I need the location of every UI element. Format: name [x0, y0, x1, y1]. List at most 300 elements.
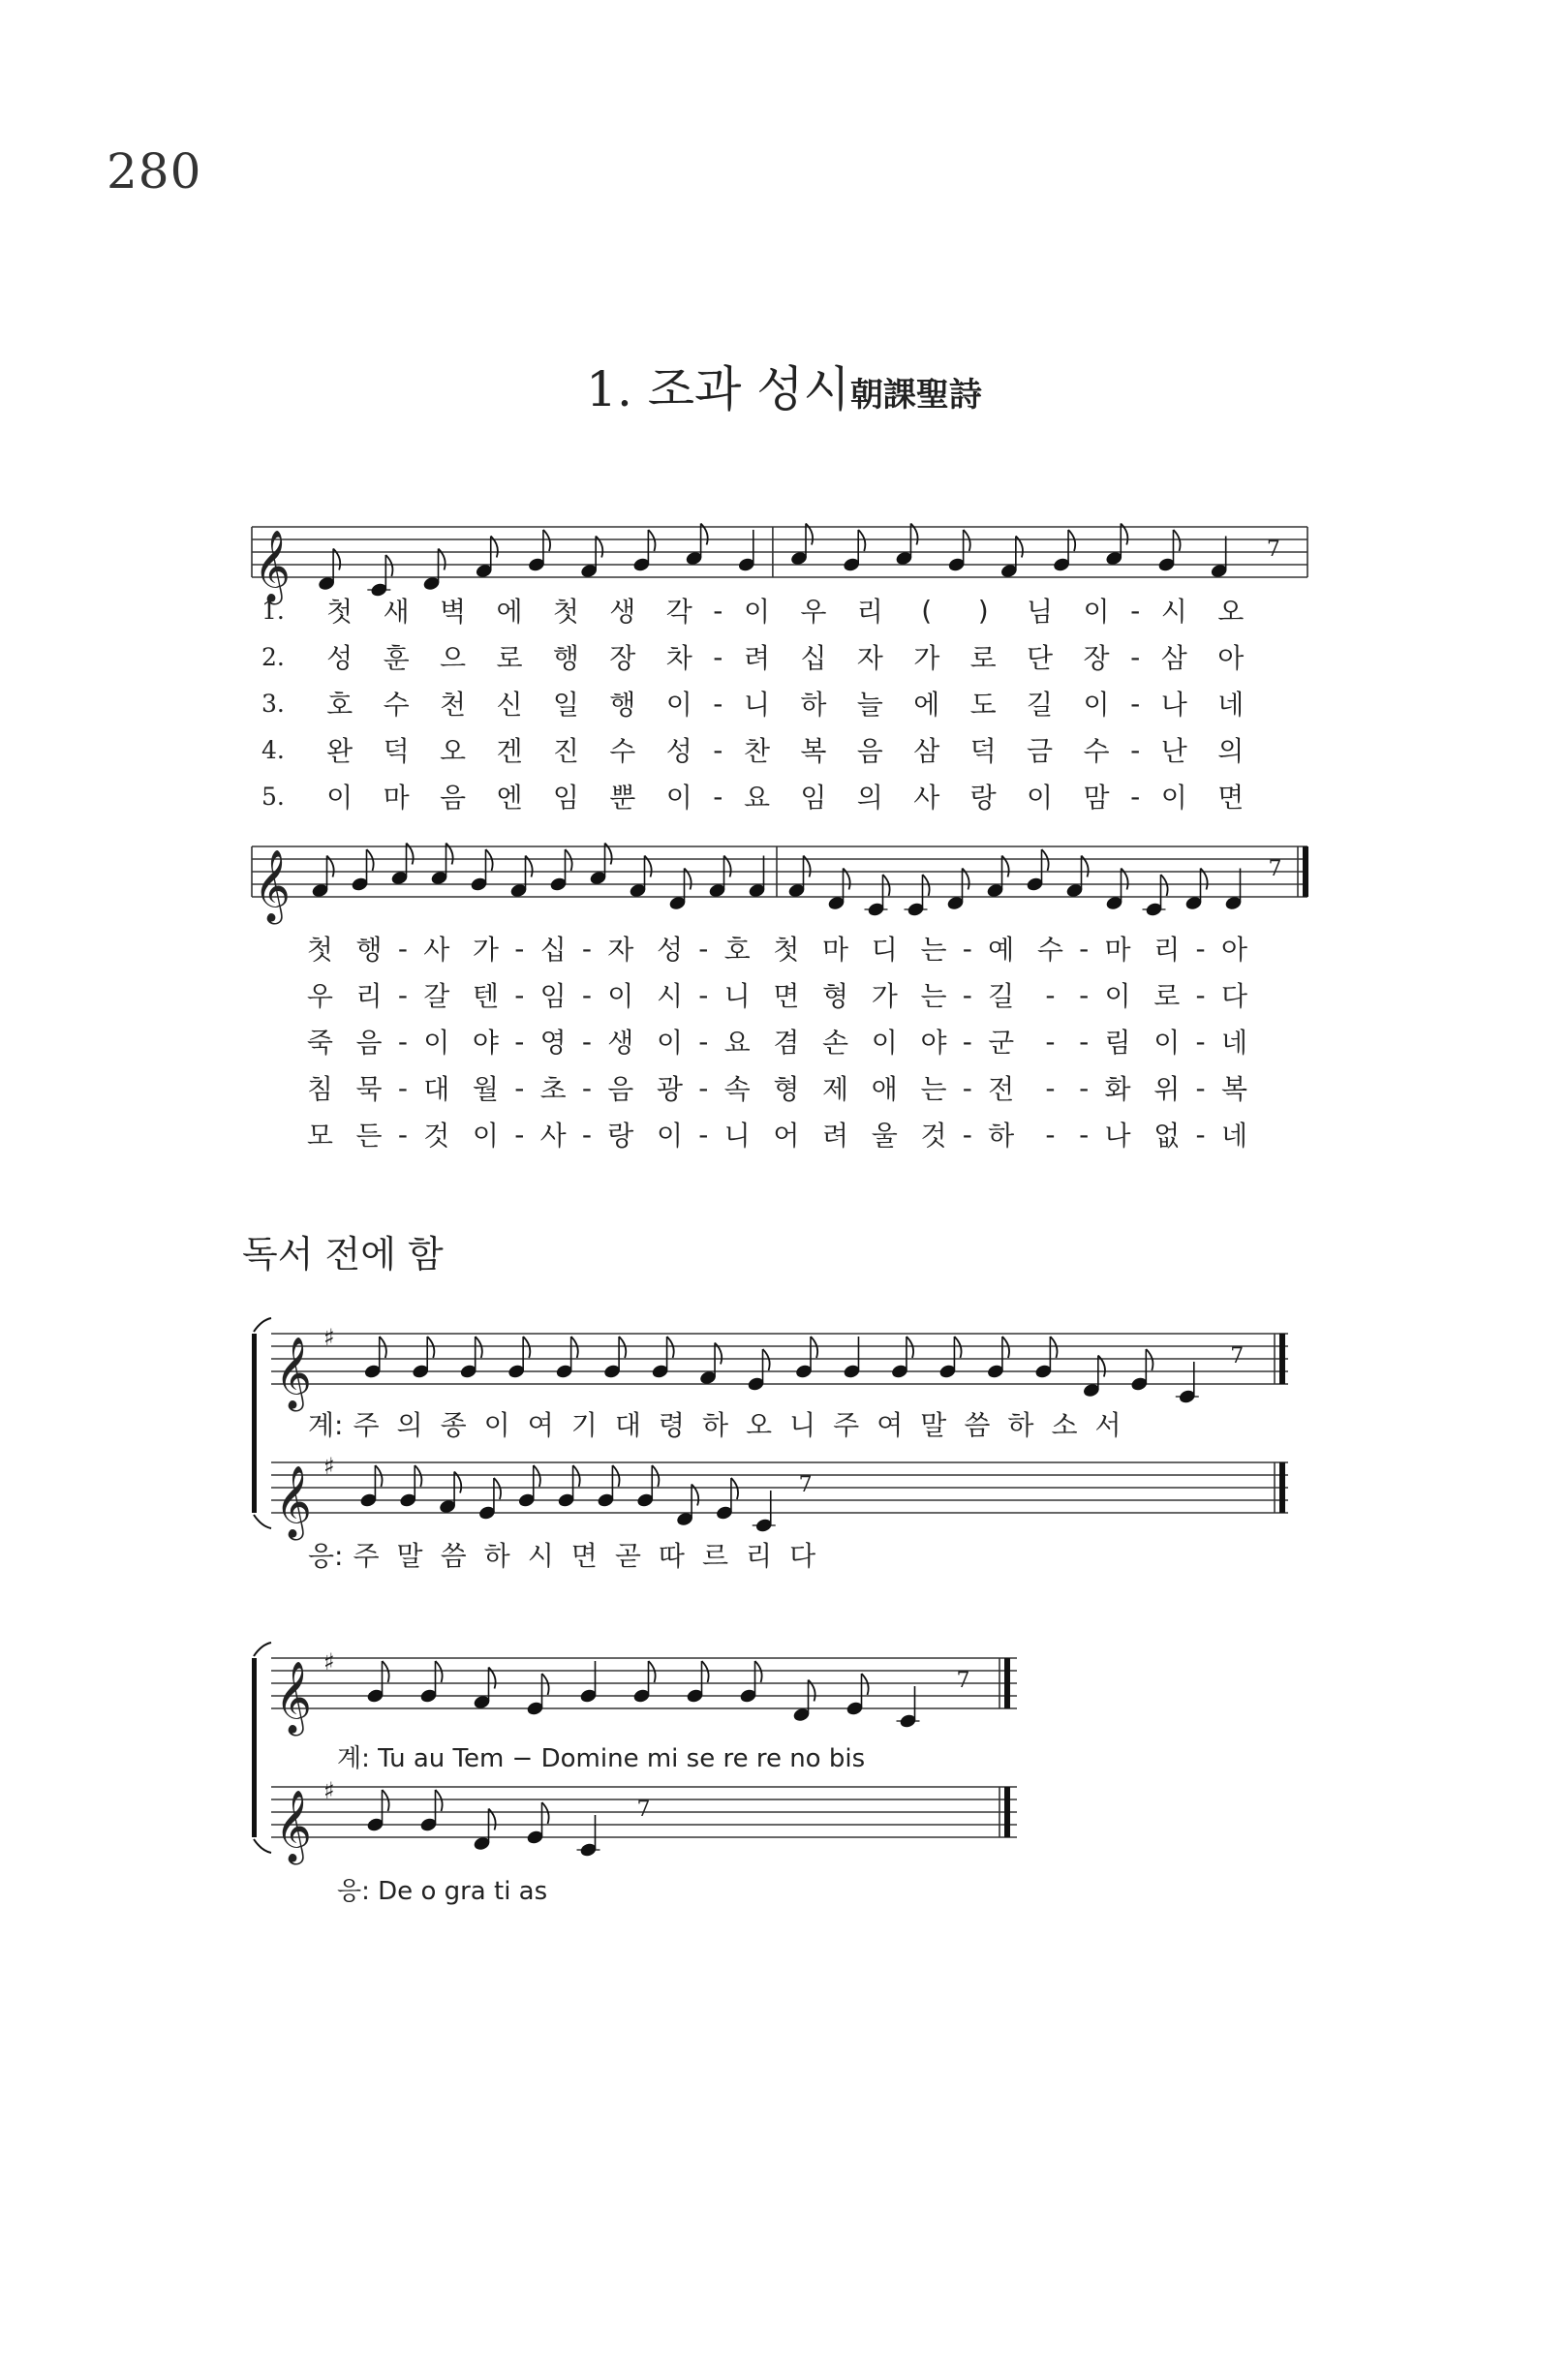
lyric-syllable: 디 [871, 934, 898, 966]
hymn-title-hanja: 朝課聖詩 [849, 376, 982, 415]
eighth-rest: 7 [956, 1668, 970, 1693]
note-flag [1050, 1337, 1057, 1358]
note-flag [385, 555, 392, 576]
lyric-syllable: 길 [988, 980, 1015, 1012]
lyric-syllable: 나 [1104, 1120, 1131, 1152]
lyric-syllable: 시 [1160, 596, 1187, 628]
lyric-syllable: 네 [1217, 689, 1245, 721]
lyric-syllable: 이 [656, 1027, 684, 1059]
lyric-syllable: 이 [423, 1027, 450, 1059]
eighth-rest: 7 [1268, 856, 1282, 881]
lyric-syllable: 의 [1217, 735, 1245, 767]
lyric-syllable: - [1079, 1071, 1090, 1104]
lyric-syllable: 음 [607, 1073, 634, 1105]
lyric-syllable: 마 [383, 782, 410, 814]
lyric-syllable: 뿐 [609, 782, 636, 814]
lyric-syllable: 로 [969, 642, 997, 674]
lyric-syllable: 의 [396, 1409, 423, 1441]
lyric-syllable: 성 [665, 735, 692, 767]
note-flag [1146, 1349, 1153, 1370]
lyric-syllable: 엔 [496, 782, 523, 814]
lyric-syllable: 면 [1217, 782, 1245, 814]
lyric-syllable: 시 [527, 1540, 554, 1572]
lyric-syllable: 형 [773, 1073, 800, 1105]
lyric-syllable: 사 [539, 1120, 567, 1152]
note-flag [667, 1337, 674, 1358]
lyric-syllable: 벽 [440, 596, 467, 628]
lyric-syllable: 이 [607, 980, 634, 1012]
lyric-syllable: - [397, 1118, 408, 1151]
lyric-syllable: 첫 [306, 934, 333, 966]
response1-versicle [308, 1404, 1139, 1443]
lyric-syllable: 수 [1036, 934, 1063, 966]
lyric-line [261, 773, 1259, 819]
lyric-syllable: 말 [920, 1409, 947, 1441]
lyric-line [295, 971, 1259, 1018]
response-latin-text: De o gra ti as [378, 1877, 548, 1906]
lyric-syllable: 하 [988, 1120, 1015, 1152]
lyric-syllable: 려 [822, 1120, 849, 1152]
lyric-syllable: 모 [306, 1120, 333, 1152]
lyric-syllable: - [581, 1071, 592, 1104]
bracket-hook [254, 1839, 271, 1853]
lyric-syllable: 차 [665, 642, 692, 674]
lyric-syllable: 호 [326, 689, 354, 721]
lyric-syllable: 주 [833, 1409, 860, 1441]
lyric-syllable: 이 [1153, 1027, 1181, 1059]
lyric-line [295, 1018, 1259, 1064]
lyric-syllable: 하 [483, 1540, 510, 1572]
lyric-syllable: 요 [743, 782, 770, 814]
lyric-syllable: - [1079, 932, 1090, 965]
lyrics-part2 [295, 925, 1259, 1157]
lyric-syllable: - [1130, 640, 1141, 673]
lyric-syllable: 우 [800, 596, 827, 628]
lyric-syllable: 음 [440, 782, 467, 814]
lyric-syllable: 나 [1160, 689, 1187, 721]
lyric-syllable: 애 [871, 1073, 898, 1105]
lyric-syllable: 수 [383, 689, 410, 721]
note-flag [1002, 1337, 1009, 1358]
lyric-syllable: 야 [472, 1027, 499, 1059]
note-flag [1042, 849, 1049, 871]
note-flag [1161, 875, 1168, 896]
bracket-hook [254, 1318, 271, 1332]
lyric-syllable: 로 [1153, 980, 1181, 1012]
eighth-rest: 7 [1230, 1343, 1245, 1369]
lyric-syllable: 이 [665, 782, 692, 814]
lyric-syllable: 서 [1094, 1409, 1122, 1441]
lyric-syllable: 이 [1104, 980, 1131, 1012]
lyric-syllable: 에 [496, 596, 523, 628]
eighth-rest: 7 [636, 1797, 651, 1822]
lyric-syllable: 다 [789, 1540, 816, 1572]
note-flag [523, 1337, 530, 1358]
lyric-syllable: 아 [1221, 934, 1248, 966]
lyric-syllable: 영 [539, 1027, 567, 1059]
lyric-syllable: - [1045, 978, 1056, 1011]
lyric-line [295, 925, 1259, 971]
lyric-syllable: 복 [800, 735, 827, 767]
lyric-syllable: - [1130, 780, 1141, 813]
lyric-syllable: 대 [614, 1409, 641, 1441]
final-bar [1004, 1787, 1010, 1837]
lyric-syllable: - [514, 978, 525, 1011]
lyric-syllable: - [1195, 978, 1206, 1011]
lyric-syllable: 에 [913, 689, 940, 721]
note-flag [486, 849, 493, 871]
note-flag [476, 1337, 482, 1358]
lyric-syllable: 울 [871, 1120, 898, 1152]
bracket-hook [254, 1643, 271, 1656]
note-flag [811, 1337, 817, 1358]
lyric-syllable: 오 [440, 735, 467, 767]
response-label: 응: [308, 1540, 344, 1572]
lyric-syllable: 하 [800, 689, 827, 721]
lyric-syllable: 오 [1217, 596, 1245, 628]
response-label: 계: [308, 1409, 344, 1441]
lyrics-part1 [261, 587, 1259, 819]
system-bracket [252, 1658, 257, 1837]
hymn-title [0, 351, 1568, 420]
lyric-syllable: 니 [723, 980, 751, 1012]
lyric-syllable: 겐 [496, 735, 523, 767]
lyric-syllable: 사 [423, 934, 450, 966]
lyric-syllable: 예 [988, 934, 1015, 966]
lyric-syllable: - [514, 1071, 525, 1104]
lyric-syllable: 이 [743, 596, 770, 628]
note-flag [436, 1790, 443, 1811]
lyric-syllable: - [962, 978, 972, 1011]
lyric-syllable: - [962, 1025, 972, 1058]
lyric-syllable: 형 [822, 980, 849, 1012]
lyric-syllable: 광 [656, 1073, 684, 1105]
lyric-syllable: 요 [723, 1027, 751, 1059]
lyric-syllable: 음 [355, 1027, 383, 1059]
lyric-syllable: 성 [326, 642, 354, 674]
note-flag [652, 1465, 659, 1487]
lyric-syllable: - [514, 932, 525, 965]
lyric-syllable: 십 [800, 642, 827, 674]
lyric-syllable: - [514, 1025, 525, 1058]
note-flag [612, 1465, 619, 1487]
note-flag [415, 1465, 421, 1487]
lyric-syllable: 장 [609, 642, 636, 674]
note-flag [883, 875, 890, 896]
lyric-syllable: 훈 [383, 642, 410, 674]
note-flag [542, 1674, 549, 1695]
lyric-syllable: 월 [472, 1073, 499, 1105]
lyric-syllable: 면 [570, 1540, 598, 1572]
treble-clef-icon: 𝄞 [254, 531, 291, 602]
lyric-syllable: 각 [665, 596, 692, 628]
note-flag [534, 1465, 540, 1487]
lyric-syllable: 곧 [614, 1540, 641, 1572]
lyric-syllable: 맘 [1083, 782, 1110, 814]
lyric-syllable: 손 [822, 1027, 849, 1059]
lyric-syllable: 속 [723, 1073, 751, 1105]
lyric-syllable: 사 [913, 782, 940, 814]
lyric-syllable: 신 [496, 689, 523, 721]
versicle-latin-text: Tu au Tem − Domine mi se re re no bis [378, 1744, 866, 1773]
lyric-syllable: 장 [1083, 642, 1110, 674]
lyric-syllable: 가 [913, 642, 940, 674]
lyric-syllable: 이 [1160, 782, 1187, 814]
note-flag [380, 1337, 386, 1358]
lyric-syllable: 화 [1104, 1073, 1131, 1105]
lyric-syllable: 으 [440, 642, 467, 674]
eighth-rest: 7 [1266, 537, 1280, 562]
lyric-syllable: 림 [1104, 1027, 1131, 1059]
note-flag [923, 875, 930, 896]
lyric-syllable: 니 [723, 1120, 751, 1152]
lyric-syllable: - [962, 932, 972, 965]
lyric-syllable: - [1045, 1118, 1056, 1151]
lyric-syllable: 여 [527, 1409, 554, 1441]
lyric-syllable: - [514, 1118, 525, 1151]
lyric-syllable: 랑 [607, 1120, 634, 1152]
lyric-line [261, 726, 1259, 773]
final-bar [1004, 1658, 1010, 1708]
treble-clef-icon: 𝄞 [275, 1338, 312, 1409]
verse-number: 5. [261, 782, 285, 811]
lyric-syllable: 니 [789, 1409, 816, 1441]
lyric-syllable: - [1045, 1025, 1056, 1058]
lyric-syllable: 늘 [856, 689, 883, 721]
lyric-syllable: 는 [920, 1073, 947, 1105]
lyric-syllable: 전 [988, 1073, 1015, 1105]
response2-response [337, 1871, 547, 1907]
lyric-syllable: 이 [326, 782, 354, 814]
response2-versicle [337, 1738, 865, 1774]
lyric-syllable: 위 [1153, 1073, 1181, 1105]
lyric-syllable: 씀 [964, 1409, 991, 1441]
lyric-syllable: 가 [472, 934, 499, 966]
treble-clef-icon: 𝄞 [275, 1466, 312, 1538]
lyric-syllable: 대 [423, 1073, 450, 1105]
lyric-syllable: 갈 [423, 980, 450, 1012]
lyric-syllable: - [397, 932, 408, 965]
lyric-syllable: 이 [1083, 689, 1110, 721]
lyric-syllable: 네 [1221, 1120, 1248, 1152]
lyric-syllable: 임 [800, 782, 827, 814]
lyric-syllable: ) [977, 594, 989, 627]
lyric-syllable: - [713, 687, 723, 720]
lyric-line [261, 587, 1259, 633]
note-flag [542, 1802, 549, 1824]
music-staff-part2 [242, 823, 1317, 930]
treble-clef-icon: 𝄞 [275, 1662, 312, 1734]
lyric-syllable: 면 [773, 980, 800, 1012]
lyric-syllable: 삼 [913, 735, 940, 767]
lyric-syllable: 리 [1153, 934, 1181, 966]
lyric-syllable: 주 [353, 1409, 380, 1441]
lyric-syllable: 수 [1083, 735, 1110, 767]
note-flag [543, 530, 550, 551]
lyric-syllable: 다 [1221, 980, 1248, 1012]
lyric-syllable: - [1079, 1118, 1090, 1151]
note-flag [367, 849, 374, 871]
lyric-syllable: - [698, 1025, 709, 1058]
lyric-syllable: ( [921, 594, 933, 627]
lyric-syllable: 단 [1027, 642, 1054, 674]
note-flag [494, 1478, 501, 1499]
note-flag [964, 530, 970, 551]
lyric-syllable: - [1079, 978, 1090, 1011]
lyric-syllable: 천 [440, 689, 467, 721]
note-flag [436, 1661, 443, 1682]
lyric-syllable: 첫 [552, 596, 579, 628]
lyric-syllable: 성 [656, 934, 684, 966]
lyric-syllable: 여 [876, 1409, 904, 1441]
lyric-syllable: 도 [969, 689, 997, 721]
lyric-syllable: 생 [609, 596, 636, 628]
lyric-syllable: 님 [1027, 596, 1054, 628]
note-flag [1068, 530, 1075, 551]
verse-number: 4. [261, 735, 285, 764]
system-bracket [252, 1334, 257, 1513]
lyric-syllable: 길 [1027, 689, 1054, 721]
lyric-syllable: - [698, 978, 709, 1011]
lyric-syllable: 호 [723, 934, 751, 966]
lyric-syllable: 니 [743, 689, 770, 721]
lyric-syllable: 리 [856, 596, 883, 628]
verse-number: 1. [261, 596, 285, 625]
lyric-syllable: 오 [746, 1409, 773, 1441]
lyric-syllable: 는 [920, 934, 947, 966]
lyric-syllable: 초 [539, 1073, 567, 1105]
lyric-syllable: 임 [539, 980, 567, 1012]
lyric-syllable: 우 [306, 980, 333, 1012]
note-flag [573, 1465, 580, 1487]
lyric-line [295, 1111, 1259, 1157]
final-bar [1279, 1334, 1285, 1384]
treble-clef-icon: 𝄞 [275, 1791, 312, 1862]
lyric-syllable: 리 [746, 1540, 773, 1572]
note-flag [427, 1337, 434, 1358]
note-flag [907, 1337, 913, 1358]
lyric-syllable: - [713, 640, 723, 673]
lyric-syllable: - [581, 932, 592, 965]
note-flag [375, 1465, 382, 1487]
note-flag [566, 849, 572, 871]
lyric-syllable: 임 [552, 782, 579, 814]
lyric-syllable: 찬 [743, 735, 770, 767]
lyric-syllable: 하 [701, 1409, 729, 1441]
note-flag [383, 1661, 389, 1682]
verse-number: 3. [261, 689, 285, 718]
lyric-syllable: 텐 [472, 980, 499, 1012]
lyric-syllable: 이 [656, 1120, 684, 1152]
lyric-syllable: 없 [1153, 1120, 1181, 1152]
lyric-syllable: - [1079, 1025, 1090, 1058]
lyric-syllable: 묵 [355, 1073, 383, 1105]
lyric-syllable: - [1195, 1071, 1206, 1104]
lyric-syllable: 진 [552, 735, 579, 767]
lyric-syllable: - [1130, 733, 1141, 766]
lyric-syllable: 기 [570, 1409, 598, 1441]
note-flag [702, 1661, 709, 1682]
lyric-syllable: 로 [496, 642, 523, 674]
lyric-syllable: 말 [396, 1540, 423, 1572]
lyric-syllable: 자 [607, 934, 634, 966]
lyric-syllable: - [397, 1025, 408, 1058]
lyric-syllable: 행 [552, 642, 579, 674]
lyric-syllable: 의 [856, 782, 883, 814]
lyric-syllable: 든 [355, 1120, 383, 1152]
lyric-syllable: - [397, 1071, 408, 1104]
final-bar [1279, 1462, 1285, 1513]
lyric-syllable: 시 [656, 980, 684, 1012]
lyric-syllable: 것 [920, 1120, 947, 1152]
lyric-syllable: 것 [423, 1120, 450, 1152]
note-flag [571, 1337, 578, 1358]
lyric-syllable: 마 [822, 934, 849, 966]
note-flag [755, 1661, 762, 1682]
lyric-syllable: 소 [1051, 1409, 1078, 1441]
lyric-syllable: 새 [383, 596, 410, 628]
lyric-syllable: - [397, 978, 408, 1011]
hymn-title-korean: 조과 성시 [647, 361, 850, 417]
note-flag [763, 1349, 770, 1370]
lyric-syllable: 침 [306, 1073, 333, 1105]
lyric-syllable: 자 [856, 642, 883, 674]
lyric-syllable: 제 [822, 1073, 849, 1105]
lyric-syllable: 첫 [326, 596, 354, 628]
lyric-syllable: 일 [552, 689, 579, 721]
lyric-syllable: 네 [1221, 1027, 1248, 1059]
note-flag [383, 1790, 389, 1811]
note-flag [619, 1337, 626, 1358]
lyric-syllable: - [713, 594, 723, 627]
lyric-syllable: 랑 [969, 782, 997, 814]
lyric-syllable: - [1130, 687, 1141, 720]
lyric-syllable: 령 [658, 1409, 685, 1441]
lyric-syllable: 금 [1027, 735, 1054, 767]
key-signature-sharp-icon: ♯ [323, 1453, 335, 1480]
lyric-syllable: 아 [1217, 642, 1245, 674]
lyric-syllable: 가 [871, 980, 898, 1012]
lyric-syllable: 하 [1007, 1409, 1034, 1441]
lyric-syllable: 려 [743, 642, 770, 674]
note-flag [1173, 530, 1180, 551]
lyric-line [295, 1064, 1259, 1111]
versicle-label: 계: [337, 1744, 370, 1773]
lyric-syllable: 이 [665, 689, 692, 721]
verse-number: 2. [261, 642, 285, 671]
lyric-syllable: 따 [658, 1540, 685, 1572]
lyric-syllable: - [581, 978, 592, 1011]
lyric-syllable: 첫 [773, 934, 800, 966]
note-flag [731, 1478, 738, 1499]
lyric-syllable: 군 [988, 1027, 1015, 1059]
lyric-syllable: 이 [871, 1027, 898, 1059]
lyric-syllable: 종 [440, 1409, 467, 1441]
lyric-syllable: 난 [1160, 735, 1187, 767]
lyric-syllable: - [581, 1118, 592, 1151]
lyric-syllable: - [962, 1071, 972, 1104]
treble-clef-icon: 𝄞 [254, 850, 291, 922]
response1-response [308, 1535, 833, 1574]
lyric-syllable: 겸 [773, 1027, 800, 1059]
lyric-syllable: 야 [920, 1027, 947, 1059]
lyric-syllable: - [698, 932, 709, 965]
lyric-syllable: 이 [472, 1120, 499, 1152]
note-flag [954, 1337, 961, 1358]
key-signature-sharp-icon: ♯ [323, 1777, 335, 1804]
lyric-syllable: 덕 [383, 735, 410, 767]
lyric-syllable: 주 [353, 1540, 380, 1572]
